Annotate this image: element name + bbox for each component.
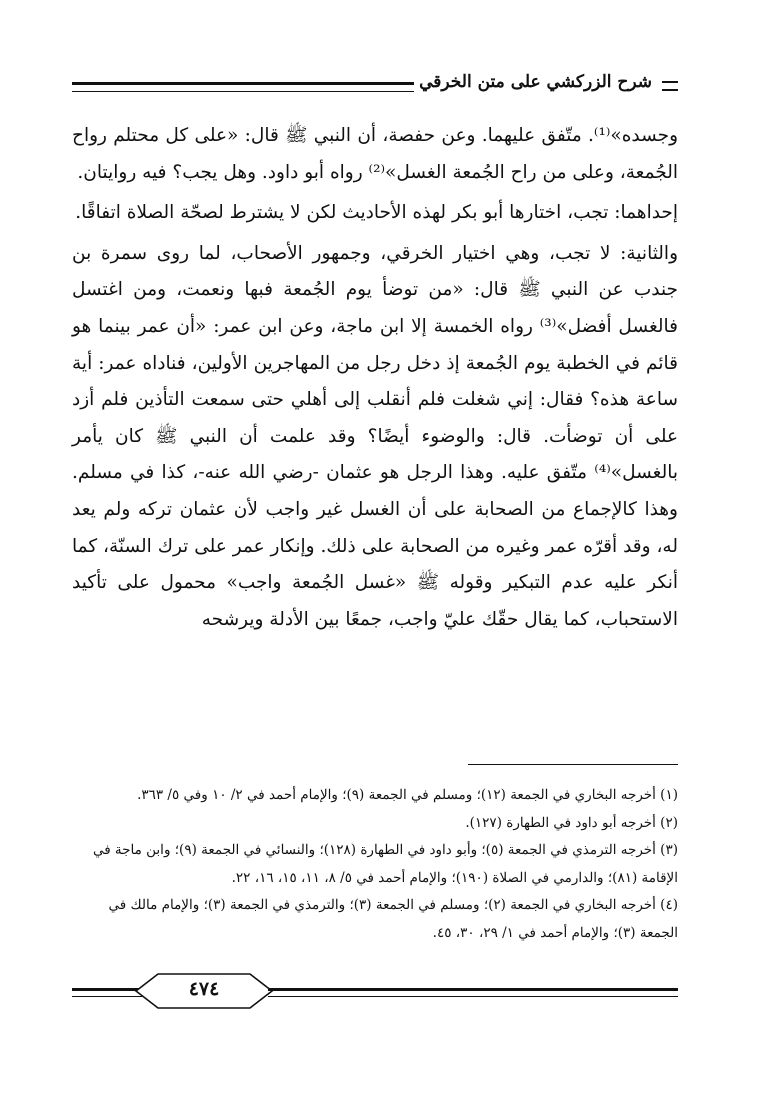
paragraph-3: والثانية: لا تجب، وهي اختيار الخرقي، وجمهور الأصحاب، لما روى سمرة بن جندب عن النبي ﷺ قال: «من توضأ يوم الجُمعة فبها ونعمت، ومن اغتسل فالغسل أفضل»⁽³⁾ رواه الخمسة إلا ابن ماجة، وعن ابن عمر: «أن عمر بينما هو قائم في الخطبة يوم الجُمعة إذ دخل رجل من المهاجرين الأولين، فناداه عمر: أية ساعة هذه؟ فقال: إني شغلت فلم أنقلب إلى أهلي حتى سمعت التأذين فلم أزد على أن توضأت. قال: والوضوء أيضًا؟ وقد علمت أن النبي ﷺ كان يأمر بالغسل»⁽⁴⁾ متّفق عليه. وهذا الرجل هو عثمان -رضي الله عنه-، كذا في مسلم. وهذا كالإجماع من الصحابة على أن الغسل غير واجب لأن عثمان تركه ولم يعد له، وقد أقرّه عمر وغيره من الصحابة على ذلك. وإنكار عمر على ترك السنّة، كما أنكر عليه عدم التبكير وقوله ﷺ «غسل الجُمعة واجب» محمول على تأكيد الاستحباب، كما يقال حقّك عليّ واجب، جمعًا بين الأدلة ويرشحه: [72, 242, 678, 630]
footnote-3: (٣) أخرجه الترمذي في الجمعة (٥)؛ وأبو داود في الطهارة (١٢٨)؛ والنسائي في الجمعة (٩)؛ وابن ماجة في الإقامة (٨١)؛ والدارمي في الصلاة (١٩٠)؛ والإمام أحمد في ٥/ ٨، ١١، ١٥، ١٦، ٢٢.: [92, 842, 678, 886]
paragraph-1: وجسده»⁽¹⁾. متّفق عليهما. وعن حفصة، أن النبي ﷺ قال: «على كل محتلم رواح الجُمعة، وعلى من راح الجُمعة الغسل»⁽²⁾ رواه أبو داود. وهل يجب؟ فيه روايتان.: [72, 125, 678, 183]
page-footer: [72, 972, 678, 1012]
page-header: [72, 72, 678, 98]
main-text: [72, 118, 678, 638]
footnote-1: (١) أخرجه البخاري في الجمعة (١٢)؛ ومسلم في الجمعة (٩)؛ والإمام أحمد في ٢/ ١٠ وفي ٥/ ٣٦٣.: [137, 787, 678, 803]
footnote-separator: [468, 764, 678, 765]
footer-rule-right: [268, 988, 678, 997]
footer-rule-left: [72, 988, 142, 997]
paragraph-2: إحداهما: تجب، اختارها أبو بكر لهذه الأحاديث لكن لا يشترط لصحّة الصلاة اتفاقًا.: [75, 202, 678, 224]
running-title: شرح الزركشي على متن الخرقي: [419, 72, 652, 92]
footnotes: [72, 782, 678, 947]
header-rule: [72, 82, 414, 92]
footnote-4: (٤) أخرجه البخاري في الجمعة (٢)؛ ومسلم في الجمعة (٣)؛ والترمذي في الجمعة (٣)؛ والإمام مالك في الجمعة (٣)؛ والإمام أحمد في ١/ ٢٩، ٣٠، ٤٥.: [108, 897, 678, 941]
page-number: ٤٧٤: [188, 978, 220, 1000]
footnote-2: (٢) أخرجه أبو داود في الطهارة (١٢٧).: [465, 814, 678, 831]
header-ornament: [662, 81, 678, 91]
